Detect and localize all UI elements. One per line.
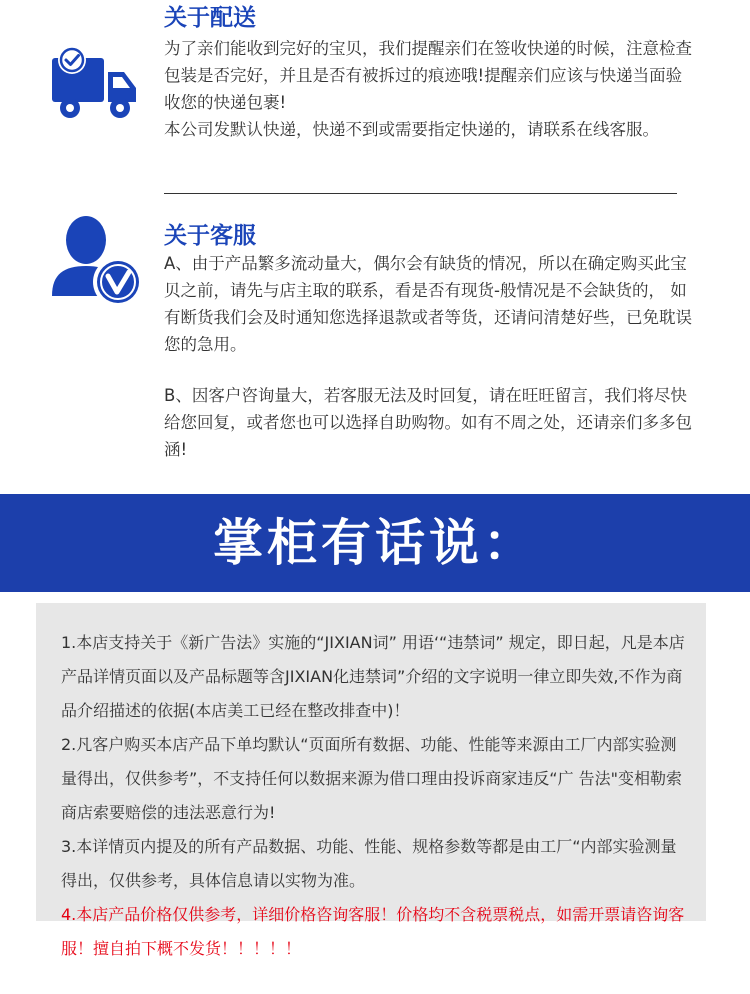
shopkeeper-banner	[0, 494, 750, 592]
service-paragraph: A、由于产品繁多流动量大，偶尔会有缺货的情况，所以在确定购买此宝贝之前，请先与店主取的联系，看是否有现货-般情况是不会缺货的， 如有断货我们会及时通知您选择退款或者等货，还请问清楚好些，已免耽误您的急用。	[164, 254, 692, 354]
shipping-paragraph: 为了亲们能收到完好的宝贝，我们提醒亲们在签收快递的时候，注意检查包装是否完好，并且是否有被拆过的痕迹哦!提醒亲们应该与快递当面验收您的快递包裹!	[164, 39, 692, 112]
notice-warning: 4.本店产品价格仅供参考，详细价格咨询客服！价格均不含税票税点，如需开票请咨询客服！擅自拍下概不发货！！！！！	[61, 905, 685, 958]
delivery-truck-check-icon	[52, 44, 140, 120]
customer-service-check-icon	[52, 212, 144, 308]
service-paragraph: B、因客户咨询量大，若客服无法及时回复，请在旺旺留言，我们将尽快给您回复，或者您也可以选择自助购物。如有不周之处，还请亲们多多包涵!	[164, 386, 692, 459]
notice-text	[61, 626, 691, 966]
service-body	[164, 250, 694, 463]
notice-item: 3.本详情页内提及的所有产品数据、功能、性能、规格参数等都是由工厂“内部实验测量得出，仅供参考，具体信息请以实物为准。	[61, 837, 677, 890]
service-title: 关于客服	[164, 223, 256, 249]
section-divider	[164, 193, 677, 194]
paragraph-spacer	[164, 358, 694, 382]
shipping-title: 关于配送	[164, 5, 256, 31]
shipping-paragraph: 本公司发默认快递，快递不到或需要指定快递的，请联系在线客服。	[164, 120, 659, 139]
notice-item: 1.本店支持关于《新广告法》实施的“JIXIAN词” 用语‘“违禁词” 规定，即日起，凡是本店产品详情页面以及产品标题等含JIXIAN化违禁词”介绍的文字说明一律立即失效,不作为商品介绍描述的依据(本店美工已经在整改排查中)！	[61, 633, 685, 720]
banner-title: 掌柜有话说：	[213, 514, 537, 572]
notice-item: 2.凡客户购买本店产品下单均默认“页面所有数据、功能、性能等来源由工厂内部实验测量得出，仅供参考”，不支持任何以数据来源为借口理由投诉商家违反“广 告法"变相勒索商店索要赔偿的违法恶意行为!	[61, 735, 683, 822]
shipping-body	[164, 35, 694, 143]
